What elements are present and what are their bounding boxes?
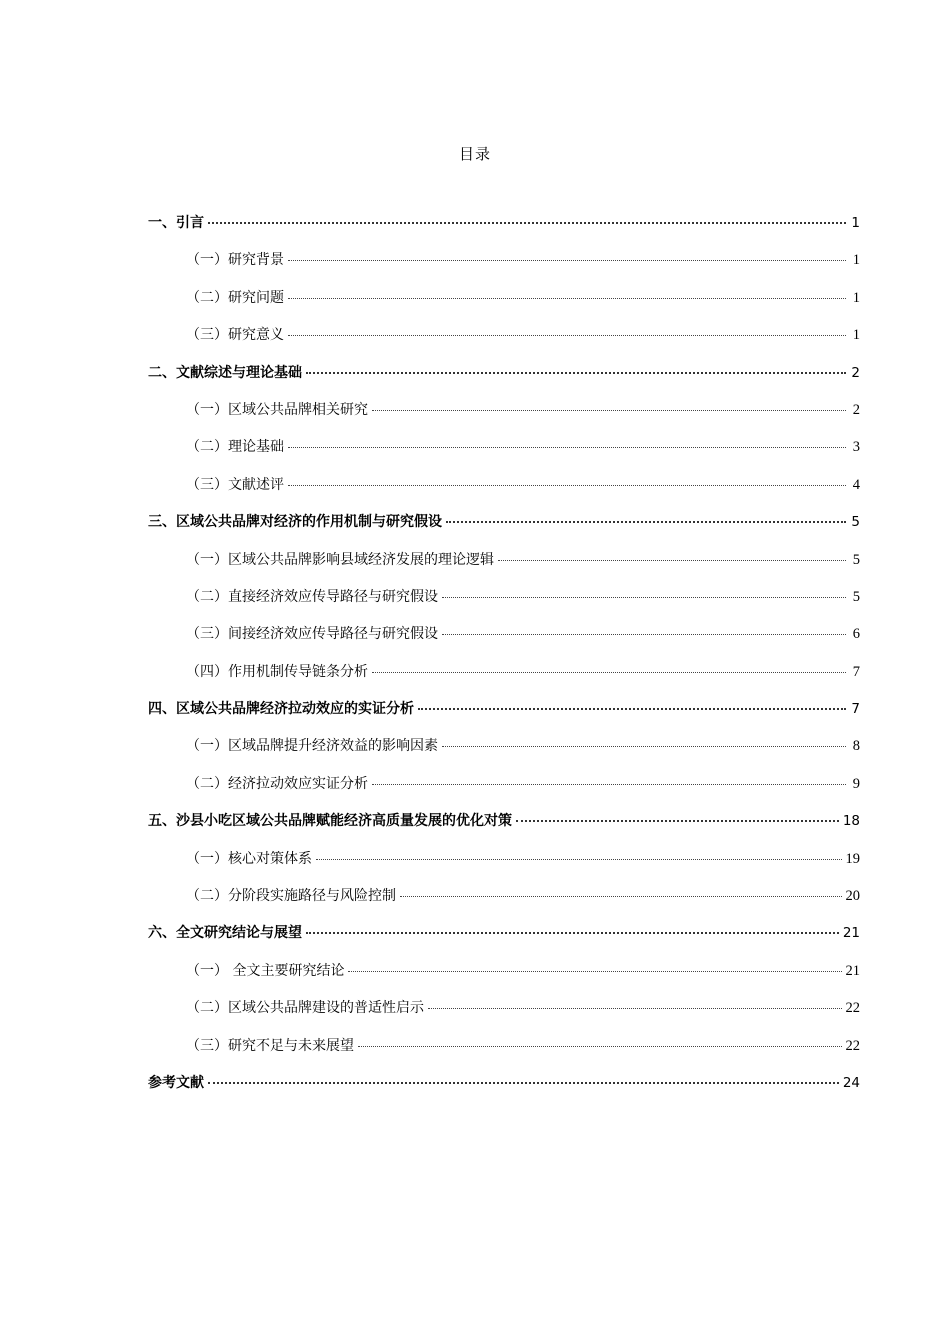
toc-dot-leader <box>288 297 846 299</box>
toc-subsection-entry[interactable] <box>148 474 860 511</box>
toc-section-entry[interactable] <box>148 922 860 959</box>
toc-entry-label: （一）核心对策体系 <box>186 850 312 867</box>
toc-page-number: 1 <box>852 252 860 269</box>
toc-section-entry[interactable] <box>148 212 860 249</box>
toc-dot-leader <box>288 334 846 336</box>
toc-dot-leader <box>372 783 846 785</box>
toc-subsection-entry[interactable] <box>148 661 860 698</box>
toc-dot-leader <box>316 858 842 860</box>
toc-dot-leader <box>442 596 846 598</box>
toc-entry-label: （一）区域公共品牌影响县域经济发展的理论逻辑 <box>186 551 494 568</box>
toc-dot-leader <box>208 221 846 224</box>
toc-dot-leader <box>208 1081 839 1084</box>
toc-subsection-entry[interactable] <box>148 960 860 997</box>
toc-page-number: 8 <box>852 738 860 755</box>
toc-page-number: 21 <box>845 962 860 979</box>
toc-dot-leader <box>306 371 846 374</box>
toc-subsection-entry[interactable] <box>148 287 860 324</box>
toc-dot-leader <box>516 819 839 822</box>
toc-dot-leader <box>372 409 846 411</box>
toc-subsection-entry[interactable] <box>148 549 860 586</box>
toc-dot-leader <box>288 259 846 261</box>
toc-entry-label: （二）理论基础 <box>186 439 284 456</box>
toc-dot-leader <box>442 633 846 635</box>
toc-page-number: 3 <box>852 439 860 456</box>
toc-entry-label: （三）研究意义 <box>186 327 284 344</box>
toc-subsection-entry[interactable] <box>148 997 860 1034</box>
toc-entry-label: （三）文献述评 <box>186 476 284 493</box>
toc-entry-label: 二、文献综述与理论基础 <box>148 364 302 381</box>
toc-subsection-entry[interactable] <box>148 436 860 473</box>
toc-page-number: 1 <box>852 327 860 344</box>
toc-entry-label: （一）区域品牌提升经济效益的影响因素 <box>186 738 438 755</box>
toc-section-entry[interactable] <box>148 810 860 847</box>
toc-entry-label: 四、区域公共品牌经济拉动效应的实证分析 <box>148 701 414 718</box>
toc-page-number: 22 <box>845 1037 860 1054</box>
toc-page-number: 24 <box>842 1074 860 1091</box>
table-of-contents <box>148 212 860 1109</box>
toc-page-number: 19 <box>845 850 860 867</box>
toc-dot-leader <box>306 931 839 934</box>
toc-entry-label: （二）分阶段实施路径与风险控制 <box>186 888 396 905</box>
toc-page-number: 1 <box>851 215 860 231</box>
toc-page-number: 5 <box>852 588 860 605</box>
toc-subsection-entry[interactable] <box>148 773 860 810</box>
toc-dot-leader <box>442 745 846 747</box>
toc-page-number: 7 <box>851 701 860 718</box>
toc-entry-label: （一）研究背景 <box>186 252 284 269</box>
toc-dot-leader <box>288 446 846 448</box>
toc-subsection-entry[interactable] <box>148 623 860 660</box>
toc-dot-leader <box>400 895 842 897</box>
toc-page-number: 9 <box>852 775 860 792</box>
toc-subsection-entry[interactable] <box>148 885 860 922</box>
toc-entry-label: （二）直接经济效应传导路径与研究假设 <box>186 588 438 605</box>
toc-page-number: 6 <box>852 626 860 643</box>
toc-dot-leader <box>372 671 846 673</box>
toc-section-entry[interactable] <box>148 698 860 735</box>
toc-dot-leader <box>498 559 846 561</box>
toc-section-entry[interactable] <box>148 1072 860 1109</box>
toc-subsection-entry[interactable] <box>148 586 860 623</box>
toc-entry-label: 参考文献 <box>148 1074 204 1091</box>
toc-dot-leader <box>418 707 846 710</box>
toc-subsection-entry[interactable] <box>148 848 860 885</box>
toc-page-number: 22 <box>845 1000 860 1017</box>
toc-entry-label: （二）研究问题 <box>186 289 284 306</box>
toc-entry-label: 一、引言 <box>148 215 204 231</box>
toc-entry-label: （一） 全文主要研究结论 <box>186 962 345 979</box>
toc-dot-leader <box>428 1007 842 1009</box>
toc-dot-leader <box>288 484 846 486</box>
toc-page-number: 5 <box>851 514 860 531</box>
toc-page-number: 5 <box>852 551 860 568</box>
toc-page-number: 20 <box>845 888 860 905</box>
toc-dot-leader <box>348 970 841 972</box>
toc-entry-label: （三）间接经济效应传导路径与研究假设 <box>186 626 438 643</box>
toc-entry-label: （三）研究不足与未来展望 <box>186 1037 354 1054</box>
toc-page-number: 18 <box>842 813 860 830</box>
toc-page-number: 1 <box>852 289 860 306</box>
toc-subsection-entry[interactable] <box>148 324 860 361</box>
toc-page-number: 2 <box>851 364 860 381</box>
toc-page-number: 7 <box>852 663 860 680</box>
toc-section-entry[interactable] <box>148 362 860 399</box>
toc-section-entry[interactable] <box>148 511 860 548</box>
toc-entry-label: （二）区域公共品牌建设的普适性启示 <box>186 1000 424 1017</box>
toc-subsection-entry[interactable] <box>148 249 860 286</box>
toc-dot-leader <box>446 520 846 523</box>
toc-page-number: 21 <box>842 925 860 942</box>
toc-entry-label: 三、区域公共品牌对经济的作用机制与研究假设 <box>148 514 442 531</box>
toc-entry-label: （二）经济拉动效应实证分析 <box>186 775 368 792</box>
toc-subsection-entry[interactable] <box>148 399 860 436</box>
toc-entry-label: 五、沙县小吃区域公共品牌赋能经济高质量发展的优化对策 <box>148 813 512 830</box>
toc-title: 目录 <box>458 145 491 163</box>
toc-entry-label: 六、全文研究结论与展望 <box>148 925 302 942</box>
toc-page-number: 2 <box>852 401 860 418</box>
toc-subsection-entry[interactable] <box>148 735 860 772</box>
toc-subsection-entry[interactable] <box>148 1035 860 1072</box>
toc-entry-label: （一）区域公共品牌相关研究 <box>186 401 368 418</box>
toc-entry-label: （四）作用机制传导链条分析 <box>186 663 368 680</box>
toc-dot-leader <box>358 1045 842 1047</box>
toc-page-number: 4 <box>852 476 860 493</box>
